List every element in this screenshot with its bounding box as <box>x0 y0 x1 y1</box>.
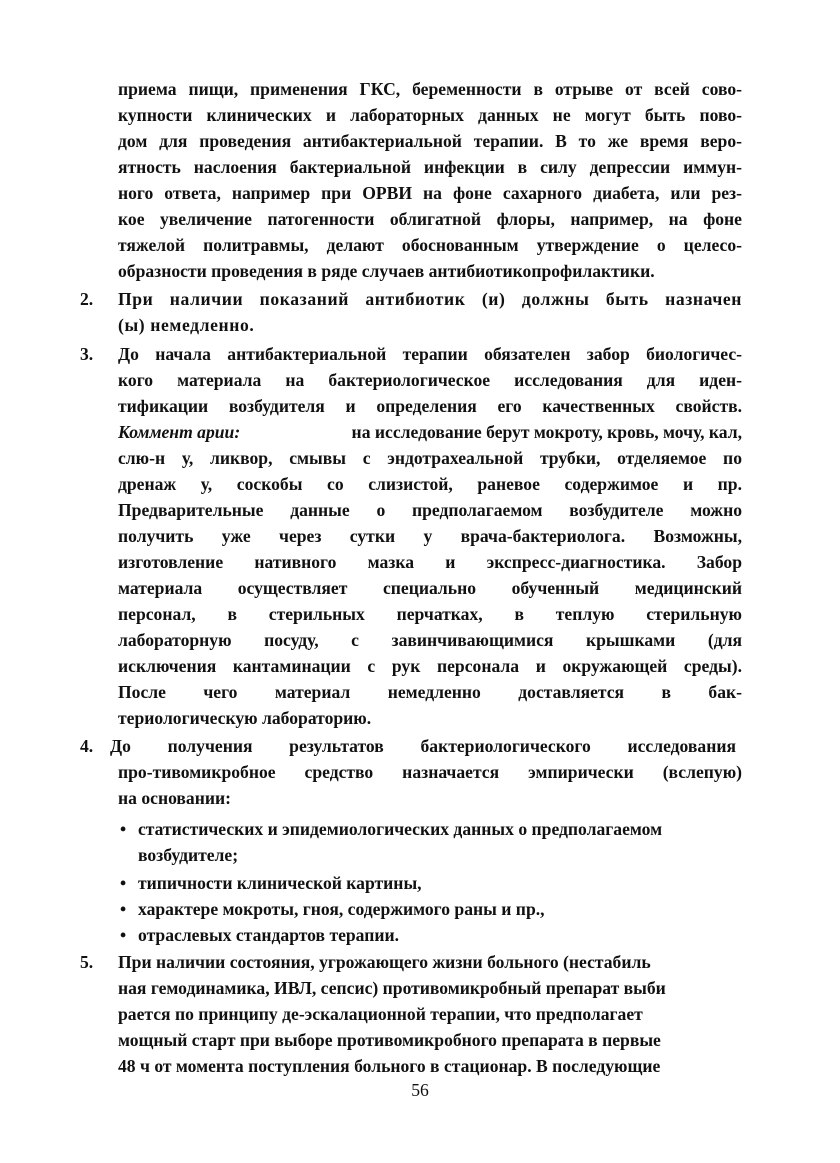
comment-text: на исследование берут мокроту, кровь, мочу, кал, <box>347 422 742 442</box>
bullet-text: отраслевых стандартов терапии. <box>138 925 400 945</box>
text-line: тификации возбудителя и определения его качественных свойств. <box>118 396 742 416</box>
list-number: 5. <box>80 952 94 972</box>
text-line: исключения кантаминации с рук персонала и окружающей среды). <box>118 656 742 676</box>
bullet-text: типичности клинической картины, <box>138 873 422 893</box>
text-line: После чего материал немедленно доставляется в бак- <box>118 682 742 702</box>
text-line: образности проведения в ряде случаев антибиотикопрофилактики. <box>118 261 655 281</box>
comment-label: Коммент арии: <box>118 422 241 442</box>
text-line: ятность наслоения бактериальной инфекции в силу депрессии иммун- <box>118 157 742 177</box>
text-line: До начала антибактериальной терапии обязателен забор биологичес- <box>118 344 742 364</box>
text-line: кого материала на бактериологическое исследования для иден- <box>118 370 742 390</box>
bullet-marker: • <box>120 925 127 945</box>
text-line: ного ответа, например при ОРВИ на фоне сахарного диабета, или рез- <box>118 183 742 203</box>
text-line: персонал, в стерильных перчатках, в теплую стерильную <box>118 604 742 624</box>
bullet-text: возбудителе; <box>138 845 239 865</box>
comment-first-line <box>118 421 742 443</box>
text-line: изготовление нативного мазка и экспресс-диагностика. Забор <box>118 552 742 572</box>
text-line: купности клинических и лабораторных данных не могут быть пово- <box>118 105 742 125</box>
text-line: слю-н у, ликвор, смывы с эндотрахеальной трубки, отделяемое по <box>118 448 742 468</box>
list-number: 2. <box>80 289 94 309</box>
list-number: 3. <box>80 344 94 364</box>
text-line: приема пищи, применения ГКС, беременности в отрыве от всей сово- <box>118 79 742 99</box>
text-line: материала осуществляет специально обученный медицинский <box>118 578 742 598</box>
text-line: про-тивомикробное средство назначается эмпирически (вслепую) <box>118 762 742 782</box>
page-number: 56 <box>411 1080 429 1100</box>
text-line: При наличии состояния, угрожающего жизни больного (нестабиль <box>118 952 651 972</box>
text-line: 48 ч от момента поступления больного в стационар. В последующие <box>118 1056 661 1076</box>
text-line: рается по принципу де-эскалационной терапии, что предполагает <box>118 1004 643 1024</box>
text-line: получить уже через сутки у врача-бактериолога. Возможны, <box>118 526 742 546</box>
text-line: кое увеличение патогенности облигатной флоры, например, на фоне <box>118 209 742 229</box>
bullet-marker: • <box>120 899 127 919</box>
text-line: териологическую лабораторию. <box>118 708 372 728</box>
text-line: Предварительные данные о предполагаемом возбудителе можно <box>118 500 742 520</box>
text-line: тяжелой политравмы, делают обоснованным утверждение о целесо- <box>118 235 742 255</box>
bullet-text: статистических и эпидемиологических данных о предполагаемом <box>138 819 663 839</box>
text-line: лабораторную посуду, с завинчивающимися крышками (для <box>118 630 742 650</box>
bullet-marker: • <box>120 819 127 839</box>
text-line: мощный старт при выборе противомикробного препарата в первые <box>118 1030 661 1050</box>
list-number: 4. <box>80 736 94 756</box>
bullet-text: характере мокроты, гноя, содержимого раны и пр., <box>138 899 545 919</box>
text-line: При наличии показаний антибиотик (и) должны быть назначен <box>118 289 742 309</box>
text-line: До получения результатов бактериологического исследования <box>110 736 736 756</box>
text-line: на основании: <box>118 788 232 808</box>
bullet-marker: • <box>120 873 127 893</box>
text-line: дом для проведения антибактериальной терапии. В то же время веро- <box>118 131 742 151</box>
text-line: ная гемодинамика, ИВЛ, сепсис) противомикробный препарат выби <box>118 978 666 998</box>
text-line: дренаж у, соскобы со слизистой, раневое содержимое и пр. <box>118 474 742 494</box>
text-line: (ы) немедленно. <box>118 315 255 335</box>
